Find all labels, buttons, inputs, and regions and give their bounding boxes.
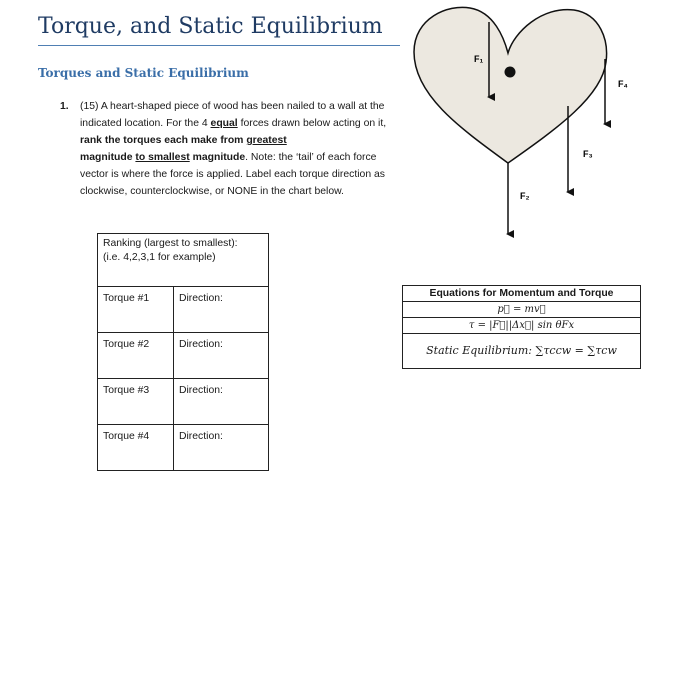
torque-equation: τ = |F⃗||Δx⃗| sin θFx (403, 318, 640, 334)
magnitude-end: magnitude (189, 152, 246, 163)
question-text-1: A heart-shaped piece of wood has been nailed to a wall at the indicated location. For the 4 (80, 101, 385, 129)
heart-diagram (400, 0, 681, 250)
table-row (98, 425, 269, 471)
table-row (98, 379, 269, 425)
section-subtitle: Torques and Static Equilibrium (38, 66, 249, 80)
ranking-header-1: Ranking (largest to smallest): (103, 238, 238, 249)
heart-shape (414, 7, 607, 163)
nail-point (505, 67, 516, 78)
force-label-f3: F₃ (583, 149, 593, 159)
question-text (80, 98, 400, 200)
force-label-f2: F₂ (520, 191, 530, 201)
table-row (98, 333, 269, 379)
table-row (98, 287, 269, 333)
ranking-header-2: (i.e. 4,2,3,1 for example) (103, 252, 216, 263)
question-number: 1. (60, 101, 69, 112)
static-equation: ∑τccw = ∑τcw (535, 344, 617, 357)
torque-label: Torque #4 (98, 425, 174, 471)
equations-title: Equations for Momentum and Torque (403, 286, 640, 302)
torque-label: Torque #1 (98, 287, 174, 333)
question-points: (15) (80, 101, 99, 112)
equal-word: equal (210, 118, 238, 129)
direction-cell[interactable]: Direction: (174, 287, 269, 333)
equations-box (402, 285, 641, 369)
direction-cell[interactable]: Direction: (174, 379, 269, 425)
direction-cell[interactable]: Direction: (174, 425, 269, 471)
to-smallest-word: to smallest (135, 152, 190, 163)
force-label-f1: F₁ (474, 54, 484, 64)
static-equilibrium (403, 334, 640, 368)
ranking-table (97, 233, 269, 471)
magnitude-word: magnitude (80, 152, 136, 163)
ranking-cell[interactable] (98, 234, 269, 287)
title-divider (38, 45, 400, 46)
torque-label: Torque #3 (98, 379, 174, 425)
greatest-word: greatest (246, 135, 287, 146)
page-title: Torque, and Static Equilibrium (38, 14, 383, 39)
force-label-f4: F₄ (618, 79, 628, 89)
static-label: Static Equilibrium: (426, 344, 532, 357)
rank-instruction: rank the torques each make from (80, 135, 247, 146)
torque-label: Torque #2 (98, 333, 174, 379)
momentum-equation: p⃗ = mv⃗ (403, 302, 640, 318)
question-text-2: forces drawn below acting on it, (237, 118, 387, 129)
question-1 (60, 98, 400, 200)
question-text-3: . Note: the ‘tail’ of each force vector is where the force is applied. Label each torque direction as clockwise, counterclockwise, or NONE in the chart below. (80, 152, 385, 197)
direction-cell[interactable]: Direction: (174, 333, 269, 379)
